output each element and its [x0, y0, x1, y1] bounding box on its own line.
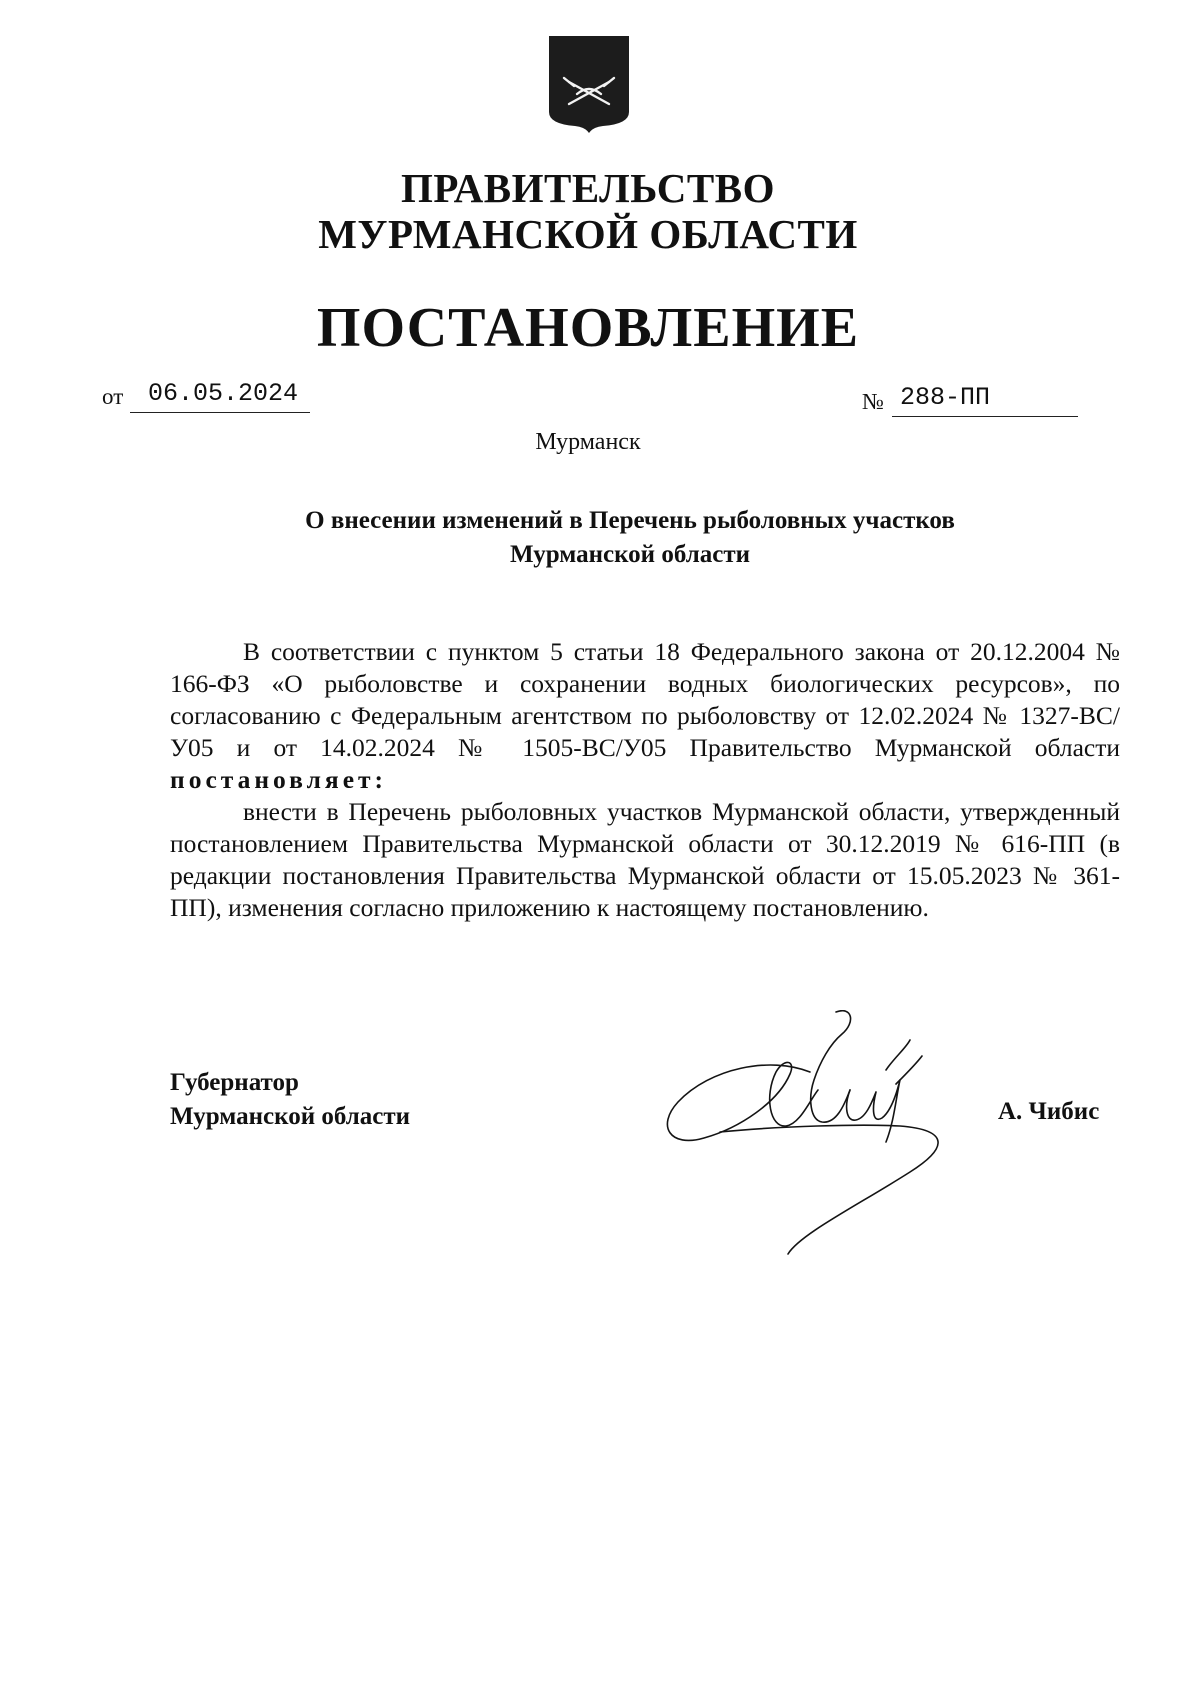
signatory-position-line2: Мурманской области: [170, 1103, 411, 1130]
city-name: Мурманск: [535, 429, 641, 455]
document-subject: [240, 504, 1020, 572]
document-number: 288-ПП: [892, 383, 1078, 417]
subject-line2: Мурманской области: [509, 541, 751, 568]
coat-of-arms-emblem: [547, 34, 631, 134]
preamble-text: В соответствии с пунктом 5 статьи 18 Федерального закона от 20.12.2004 № 166-ФЗ «О рыболовстве и сохранении водных биологических ресурсов», по согласованию с Федеральным агентством по рыболовству от 12.02.2024 № 1327-ВС/У05 и от 14.02.2024 № 1505-ВС/У05 Правительство Мурманской области: [170, 637, 1120, 762]
handwritten-signature: [660, 1010, 960, 1265]
signatory-name: А. Чибис: [998, 1098, 1100, 1125]
government-name-line2: МУРМАНСКОЙ ОБЛАСТИ: [318, 211, 858, 257]
document-date: 06.05.2024: [130, 379, 310, 413]
number-label: №: [862, 389, 884, 414]
decree-word: постановляет:: [170, 765, 388, 794]
signatory-position: [170, 1066, 410, 1134]
subject-line1: О внесении изменений в Перечень рыболовных участков: [305, 507, 955, 534]
document-type-title: ПОСТАНОВЛЕНИЕ: [316, 297, 860, 359]
date-label: от: [102, 384, 124, 409]
signatory-position-line1: Губернатор: [170, 1069, 299, 1096]
government-name-line1: ПРАВИТЕЛЬСТВО: [400, 165, 776, 211]
body-paragraph-preamble: [170, 636, 1120, 796]
document-body: [170, 636, 1120, 924]
body-paragraph-resolution: внести в Перечень рыболовных участков Мурманской области, утвержденный постановлением Правительства Мурманской области от 30.12.2019 № 616-ПП (в редакции постановления Правительства Мурманской области от 15.05.2023 № 361-ПП), изменения согласно приложению к настоящему постановлению.: [170, 797, 1120, 922]
